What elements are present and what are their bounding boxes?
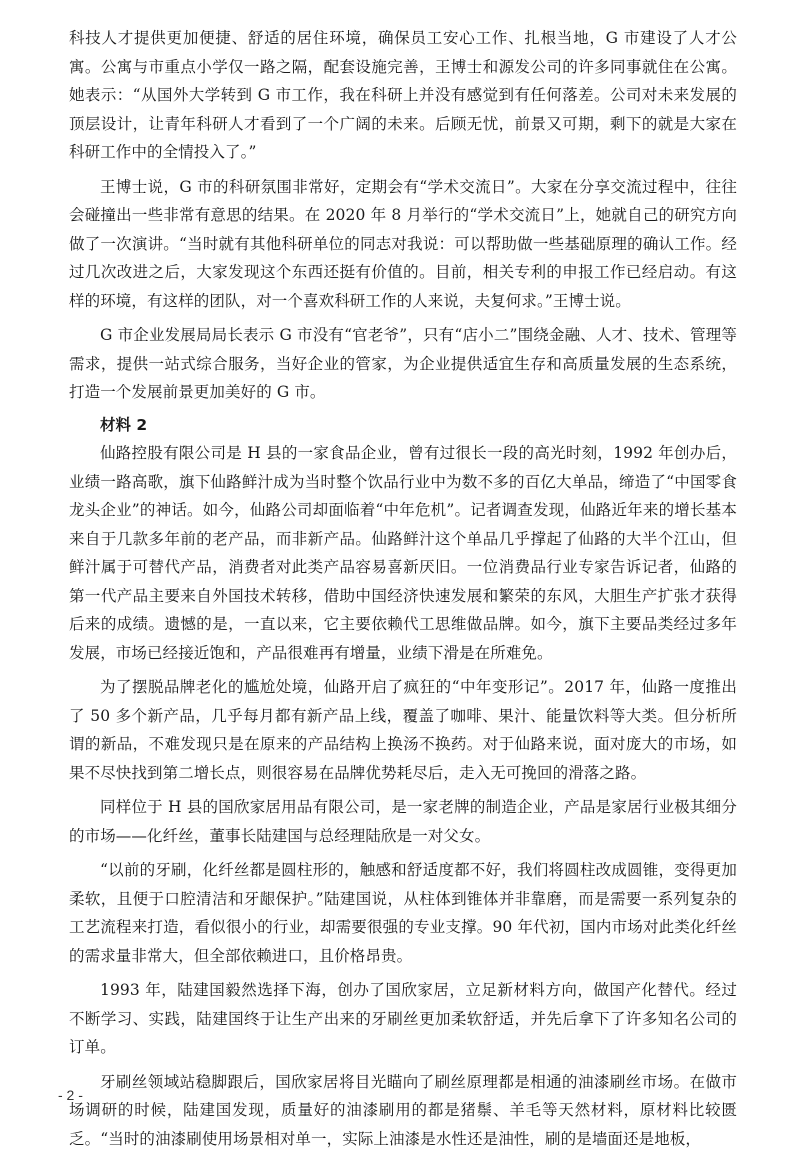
paragraph-paint-brush-market: 牙刷丝领域站稳脚跟后，国欣家居将目光瞄向了刷丝原理都是相通的油漆刷丝市场。在做市场调研的时候，陆建国发现，质量好的油漆刷用的都是猪鬃、羊毛等天然材料，原材料比较匮乏。“当时的油漆刷使用场景相对单一，实际上油漆是水性还是油性，刷的是墙面还是地板， xyxy=(69,1068,737,1153)
paragraph-toothbrush-fiber: “以前的牙刷，化纤丝都是圆柱形的，触感和舒适度都不好，我们将圆柱改成圆锥，变得更加柔软，且便于口腔清洁和牙龈保护。”陆建国说，从柱体到锥体并非靠磨，而是需要一系列复杂的工艺流程来打造，看似很小的行业，却需要很强的专业支撑。90 年代初，国内市场对此类化纤丝的需求量非常大，但全部依赖进口，且价格昂贵。 xyxy=(69,856,737,970)
paragraph-xianlu-company: 仙路控股有限公司是 H 县的一家食品企业，曾有过很长一段的高光时刻，1992 年创办后，业绩一路高歌，旗下仙路鲜汁成为当时整个饮品行业中为数不多的百亿大单品，缔造了“中国零食龙头企业”的神话。如今，仙路公司却面临着“中年危机”。记者调查发现，仙路近年来的增长基本来自于几款多年前的老产品，而非新产品。仙路鲜汁这个单品几乎撑起了仙路的大半个江山，但鲜汁属于可替代产品，消费者对此类产品容易喜新厌旧。一位消费品行业专家告诉记者，仙路的第一代产品主要来自外国技术转移，借助中国经济快速发展和繁荣的东风，大胆生产扩张才获得后来的成绩。遗憾的是，一直以来，它主要依赖代工思维做品牌。如今，旗下主要品类经过多年发展，市场已经接近饱和，产品很难再有增量，业绩下滑是在所难免。 xyxy=(69,439,737,667)
document-body xyxy=(69,24,737,1153)
page-number: - 2 - xyxy=(58,1087,83,1103)
paragraph-guoxin-founding: 1993 年，陆建国毅然选择下海，创办了国欣家居，立足新材料方向，做国产化替代。经过不断学习、实践，陆建国终于让生产出来的牙刷丝更加柔软舒适，并先后拿下了许多知名公司的订单。 xyxy=(69,976,737,1062)
paragraph-enterprise-bureau: G 市企业发展局局长表示 G 市没有“官老爷”，只有“店小二”围绕金融、人才、技术、管理等需求，提供一站式综合服务，当好企业的管家，为企业提供适宜生存和高质量发展的生态系统，打造一个发展前景更加美好的 G 市。 xyxy=(69,321,737,407)
paragraph-talent-apartment: 科技人才提供更加便捷、舒适的居住环境，确保员工安心工作、扎根当地，G 市建设了人才公寓。公寓与市重点小学仅一路之隔，配套设施完善，王博士和源发公司的许多同事就住在公寓。她表示：“从国外大学转到 G 市工作，我在科研上并没有感觉到有任何落差。公司对未来发展的顶层设计，让青年科研人才看到了一个广阔的未来。后顾无忧，前景又可期，剩下的就是大家在科研工作中的全情投入了。” xyxy=(69,24,737,167)
paragraph-guoxin-company: 同样位于 H 县的国欣家居用品有限公司，是一家老牌的制造企业，产品是家居行业极其细分的市场——化纤丝，董事长陆建国与总经理陆欣是一对父女。 xyxy=(69,793,737,850)
section-heading: 材料 2 xyxy=(69,411,737,440)
paragraph-xianlu-transformation: 为了摆脱品牌老化的尴尬处境，仙路开启了疯狂的“中年变形记”。2017 年，仙路一度推出了 50 多个新产品，几乎每月都有新产品上线，覆盖了咖啡、果汁、能量饮料等大类。但分析所谓的新品，不难发现只是在原来的产品结构上换汤不换药。对于仙路来说，面对庞大的市场，如果不尽快找到第二增长点，则很容易在品牌优势耗尽后，走入无可挽回的滑落之路。 xyxy=(69,673,737,787)
paragraph-academic-exchange: 王博士说，G 市的科研氛围非常好，定期会有“学术交流日”。大家在分享交流过程中，往往会碰撞出一些非常有意思的结果。在 2020 年 8 月举行的“学术交流日”上，她就自己的研究方向做了一次演讲。“当时就有其他科研单位的同志对我说：可以帮助做一些基础原理的确认工作。经过几次改进之后，大家发现这个东西还挺有价值的。目前，相关专利的申报工作已经启动。有这样的环境，有这样的团队，对一个喜欢科研工作的人来说，夫复何求。”王博士说。 xyxy=(69,173,737,316)
